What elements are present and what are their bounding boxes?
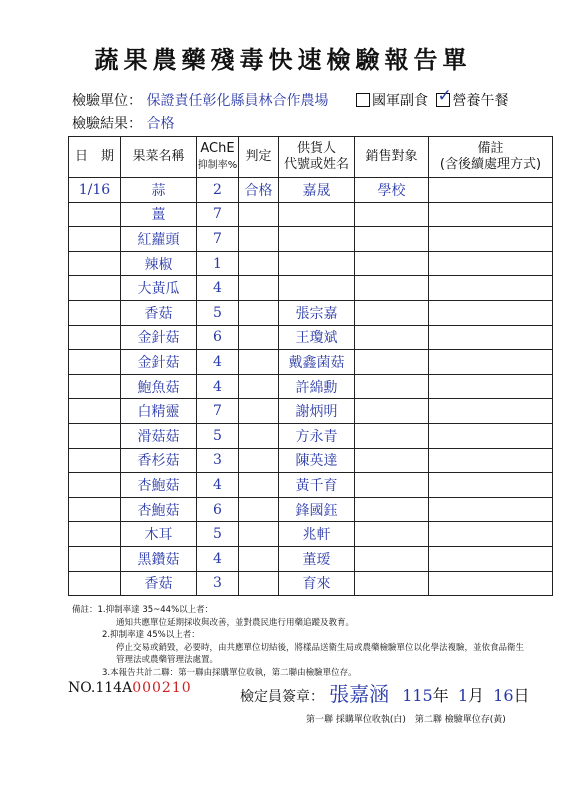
cell-name: 香菇 (121, 571, 197, 596)
cell-remark (429, 276, 553, 301)
check-icon: ✓ (437, 86, 452, 106)
cell-name: 黑鑽菇 (121, 546, 197, 571)
cell-name: 杏鮑菇 (121, 473, 197, 498)
cell-supplier (279, 202, 355, 227)
cell-target (355, 546, 429, 571)
unit-value: 保證責任彰化縣員林合作農場 (146, 93, 329, 109)
cell-target (355, 522, 429, 547)
table-row (69, 497, 553, 522)
cell-supplier: 許綿勳 (279, 374, 355, 399)
result-value: 合格 (146, 116, 175, 132)
cell-name: 鮑魚菇 (121, 374, 197, 399)
cell-date (69, 202, 121, 227)
cell-ache: 5 (197, 522, 239, 547)
note-2a: 停止交易或銷毀，必要時，由共應單位切結後，將樣品送衛生局或農藥檢驗單位以化學法複驗，並依食品衛生 (116, 642, 525, 653)
serial-number: NO.114A000210 (68, 680, 192, 696)
cell-judge (239, 251, 279, 276)
cell-target (355, 423, 429, 448)
cell-remark (429, 571, 553, 596)
cell-target (355, 571, 429, 596)
cell-supplier: 戴鑫菌菇 (279, 350, 355, 375)
header-date: 日 期 (69, 137, 121, 178)
cell-date (69, 251, 121, 276)
cell-date (69, 399, 121, 424)
cell-judge (239, 546, 279, 571)
cell-date (69, 423, 121, 448)
cell-target (355, 473, 429, 498)
cell-target (355, 350, 429, 375)
cell-ache: 5 (197, 423, 239, 448)
cell-supplier (279, 276, 355, 301)
cell-judge (239, 497, 279, 522)
cell-ache: 3 (197, 571, 239, 596)
cell-judge (239, 571, 279, 596)
cell-name: 滑菇菇 (121, 423, 197, 448)
cell-target (355, 325, 429, 350)
cell-ache: 7 (197, 227, 239, 252)
cell-date (69, 227, 121, 252)
cell-judge (239, 276, 279, 301)
cell-judge (239, 522, 279, 547)
note-3: 3.本報告共計二聯：第一聯由採購單位收執，第二聯由檢驗單位存。 (102, 667, 357, 678)
cell-name: 香杉菇 (121, 448, 197, 473)
cell-judge (239, 473, 279, 498)
cell-target (355, 276, 429, 301)
header-judge: 判定 (239, 137, 279, 178)
table-row (69, 448, 553, 473)
checkbox-military (356, 93, 370, 107)
cell-remark (429, 251, 553, 276)
signature-row: 檢定員簽章： 張嘉涵 115年 1月 16日 (240, 682, 530, 706)
cell-date (69, 448, 121, 473)
cell-target (355, 300, 429, 325)
cell-ache: 4 (197, 473, 239, 498)
date-year: 115 (402, 686, 433, 705)
table-row (69, 325, 553, 350)
cell-name: 木耳 (121, 522, 197, 547)
cell-supplier: 王瓊斌 (279, 325, 355, 350)
cell-remark (429, 423, 553, 448)
cell-target (355, 374, 429, 399)
unit-row (72, 90, 328, 110)
header-remark: 備註 (含後續處理方式) (429, 137, 553, 178)
cell-supplier: 嘉晟 (279, 178, 355, 203)
note-2: 2.抑制率達 45%以上者： (102, 630, 200, 640)
cell-judge (239, 374, 279, 399)
cell-target (355, 251, 429, 276)
cell-date (69, 473, 121, 498)
cell-date: 1/16 (69, 178, 121, 203)
category-military-label: 國軍副食 (372, 93, 428, 109)
cell-supplier: 董瑷 (279, 546, 355, 571)
table-row (69, 251, 553, 276)
cell-name: 杏鮑菇 (121, 497, 197, 522)
table-row (69, 202, 553, 227)
category-row (356, 86, 509, 110)
table-row (69, 522, 553, 547)
cell-date (69, 300, 121, 325)
cell-judge (239, 300, 279, 325)
note-1a: 通知共應單位延期採收與改善，並對農民進行用藥追蹤及教育。 (116, 617, 355, 628)
cell-target (355, 202, 429, 227)
table-row (69, 276, 553, 301)
cell-supplier: 兆軒 (279, 522, 355, 547)
serial-digits: 000210 (132, 680, 192, 696)
cell-judge (239, 399, 279, 424)
cell-remark (429, 473, 553, 498)
checkbox-lunch (436, 86, 452, 107)
cell-ache: 4 (197, 276, 239, 301)
notes (72, 604, 524, 679)
cell-supplier: 謝炳明 (279, 399, 355, 424)
cell-judge (239, 202, 279, 227)
cell-date (69, 374, 121, 399)
cell-remark (429, 522, 553, 547)
result-row (72, 113, 174, 133)
cell-supplier: 鋒國鈺 (279, 497, 355, 522)
cell-remark (429, 448, 553, 473)
table-row (69, 300, 553, 325)
cell-name: 紅蘿頭 (121, 227, 197, 252)
date-month: 1 (457, 686, 469, 705)
cell-target (355, 497, 429, 522)
inspection-table (68, 136, 553, 596)
cell-name: 金針菇 (121, 350, 197, 375)
header-name: 果菜名稱 (121, 137, 197, 178)
cell-name: 金針菇 (121, 325, 197, 350)
table-row (69, 178, 553, 203)
cell-judge: 合格 (239, 178, 279, 203)
table-row (69, 473, 553, 498)
cell-remark (429, 374, 553, 399)
header-target: 銷售對象 (355, 137, 429, 178)
signature-label: 檢定員簽章： (240, 689, 324, 705)
cell-ache: 3 (197, 448, 239, 473)
cell-date (69, 276, 121, 301)
cell-judge (239, 448, 279, 473)
cell-name: 香菇 (121, 300, 197, 325)
cell-remark (429, 202, 553, 227)
table-row (69, 571, 553, 596)
cell-name: 辣椒 (121, 251, 197, 276)
cell-remark (429, 497, 553, 522)
cell-remark (429, 227, 553, 252)
cell-target (355, 448, 429, 473)
page-title: 蔬果農藥殘毒快速檢驗報告單 (94, 46, 472, 74)
cell-ache: 2 (197, 178, 239, 203)
cell-ache: 5 (197, 300, 239, 325)
cell-ache: 6 (197, 325, 239, 350)
note-1: 1.抑制率達 35~44%以上者： (97, 605, 214, 615)
cell-judge (239, 350, 279, 375)
cell-ache: 6 (197, 497, 239, 522)
cell-date (69, 497, 121, 522)
table-row (69, 546, 553, 571)
cell-judge (239, 325, 279, 350)
date-day: 16 (493, 686, 514, 705)
cell-ache: 7 (197, 399, 239, 424)
cell-name: 薑 (121, 202, 197, 227)
cell-name: 白精靈 (121, 399, 197, 424)
cell-supplier: 黃千育 (279, 473, 355, 498)
cell-remark (429, 300, 553, 325)
cell-supplier: 方永青 (279, 423, 355, 448)
notes-label: 備註： (72, 605, 98, 615)
cell-remark (429, 350, 553, 375)
cell-ache: 4 (197, 546, 239, 571)
table-row (69, 399, 553, 424)
cell-date (69, 571, 121, 596)
cell-name: 蒜 (121, 178, 197, 203)
cell-date (69, 522, 121, 547)
cell-date (69, 325, 121, 350)
table-row (69, 350, 553, 375)
cell-supplier: 陳英達 (279, 448, 355, 473)
cell-name: 大黃瓜 (121, 276, 197, 301)
cell-remark (429, 399, 553, 424)
cell-remark (429, 178, 553, 203)
table-row (69, 227, 553, 252)
cell-supplier: 育來 (279, 571, 355, 596)
cell-supplier: 張宗嘉 (279, 300, 355, 325)
cell-date (69, 350, 121, 375)
cell-ache: 1 (197, 251, 239, 276)
cell-judge (239, 227, 279, 252)
header-supplier: 供貨人 代號或姓名 (279, 137, 355, 178)
cell-target: 學校 (355, 178, 429, 203)
copy-footer: 第一聯 採購單位收執(白) 第二聯 檢驗單位存(黃) (306, 715, 506, 725)
signature-name: 張嘉涵 (329, 682, 390, 706)
cell-supplier (279, 251, 355, 276)
cell-ache: 4 (197, 374, 239, 399)
cell-supplier (279, 227, 355, 252)
cell-ache: 4 (197, 350, 239, 375)
cell-remark (429, 546, 553, 571)
header-ache: AChE 抑制率% (197, 137, 239, 178)
table-row (69, 423, 553, 448)
table-row (69, 374, 553, 399)
category-lunch-label: 營養午餐 (452, 93, 509, 109)
cell-remark (429, 325, 553, 350)
result-label: 檢驗結果： (72, 116, 142, 132)
cell-target (355, 399, 429, 424)
table-header-row (69, 137, 553, 178)
cell-date (69, 546, 121, 571)
cell-ache: 7 (197, 202, 239, 227)
cell-target (355, 227, 429, 252)
note-2b: 管理法或農藥管理法處置。 (116, 655, 219, 665)
unit-label: 檢驗單位： (72, 93, 142, 109)
cell-judge (239, 423, 279, 448)
